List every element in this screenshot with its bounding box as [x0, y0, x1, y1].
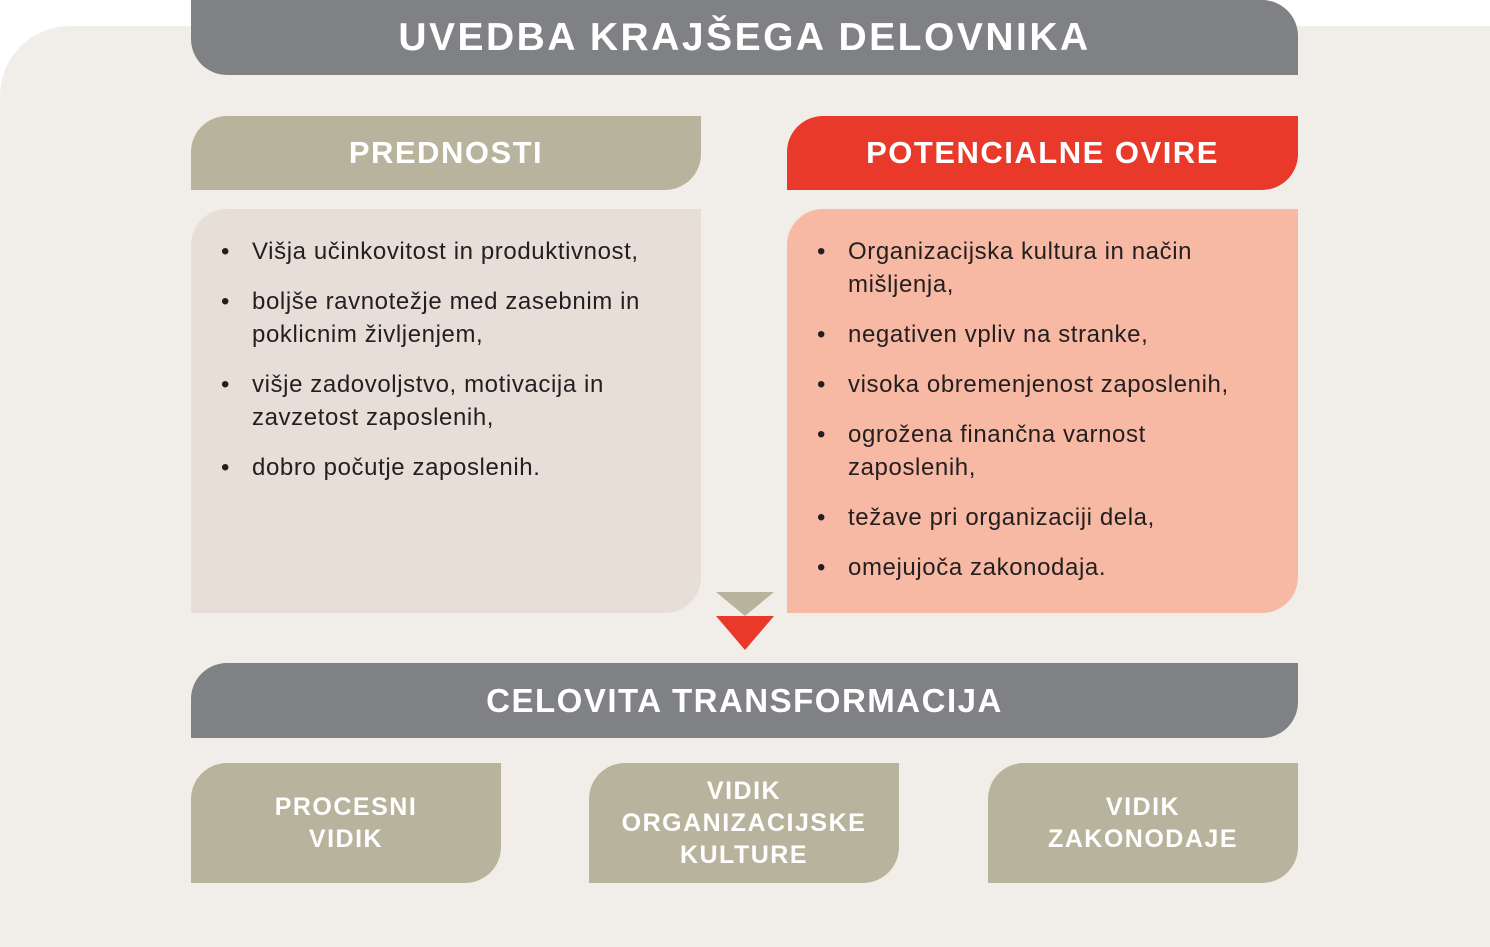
pros-list-item: [221, 451, 681, 484]
cons-list: [817, 235, 1278, 584]
cons-item-text: visoka obremenjenost zaposlenih,: [848, 371, 1229, 398]
pros-list-item: [221, 368, 681, 434]
cons-list-box: [787, 209, 1298, 613]
pros-list: [221, 235, 681, 484]
pros-list-item: [221, 285, 681, 351]
bullet-icon: •: [817, 321, 827, 348]
bullet-icon: •: [817, 238, 827, 265]
aspect-legislation-box: VIDIK ZAKONODAJE: [988, 763, 1298, 883]
bullet-icon: •: [221, 288, 231, 315]
bullet-icon: •: [817, 421, 827, 448]
cons-item-text: omejujoča zakonodaja.: [848, 554, 1107, 581]
bullet-icon: •: [817, 554, 827, 581]
cons-list-item: [817, 418, 1278, 484]
pros-item-text: dobro počutje zaposlenih.: [252, 454, 541, 481]
pros-header: PREDNOSTI: [191, 116, 701, 190]
pros-item-text: boljše ravnotežje med zasebnim in poklicnim življenjem,: [252, 288, 640, 348]
bullet-icon: •: [817, 371, 827, 398]
cons-header: POTENCIALNE OVIRE: [787, 116, 1298, 190]
cons-list-item: [817, 235, 1278, 301]
cons-item-text: ogrožena finančna varnost zaposlenih,: [848, 421, 1146, 481]
cons-list-item: [817, 501, 1278, 534]
cons-item-text: težave pri organizaciji dela,: [848, 504, 1155, 531]
cons-item-text: negativen vpliv na stranke,: [848, 321, 1149, 348]
beige-down-arrow-icon: [716, 592, 774, 616]
red-down-arrow-icon: [716, 616, 774, 650]
cons-list-item: [817, 368, 1278, 401]
cons-list-item: [817, 551, 1278, 584]
bullet-icon: •: [817, 504, 827, 531]
cons-item-text: Organizacijska kultura in način mišljenja,: [848, 238, 1193, 298]
title-banner: UVEDBA KRAJŠEGA DELOVNIKA: [191, 0, 1298, 75]
bullet-icon: •: [221, 371, 231, 398]
pros-list-item: [221, 235, 681, 268]
down-arrows-icon: [715, 592, 775, 652]
transformation-banner: CELOVITA TRANSFORMACIJA: [191, 663, 1298, 738]
pros-list-box: [191, 209, 701, 613]
aspect-culture-box: VIDIK ORGANIZACIJSKE KULTURE: [589, 763, 899, 883]
bullet-icon: •: [221, 454, 231, 481]
aspect-process-box: PROCESNI VIDIK: [191, 763, 501, 883]
pros-item-text: višje zadovoljstvo, motivacija in zavzetost zaposlenih,: [252, 371, 604, 431]
cons-list-item: [817, 318, 1278, 351]
bullet-icon: •: [221, 238, 231, 265]
pros-item-text: Višja učinkovitost in produktivnost,: [252, 238, 639, 265]
